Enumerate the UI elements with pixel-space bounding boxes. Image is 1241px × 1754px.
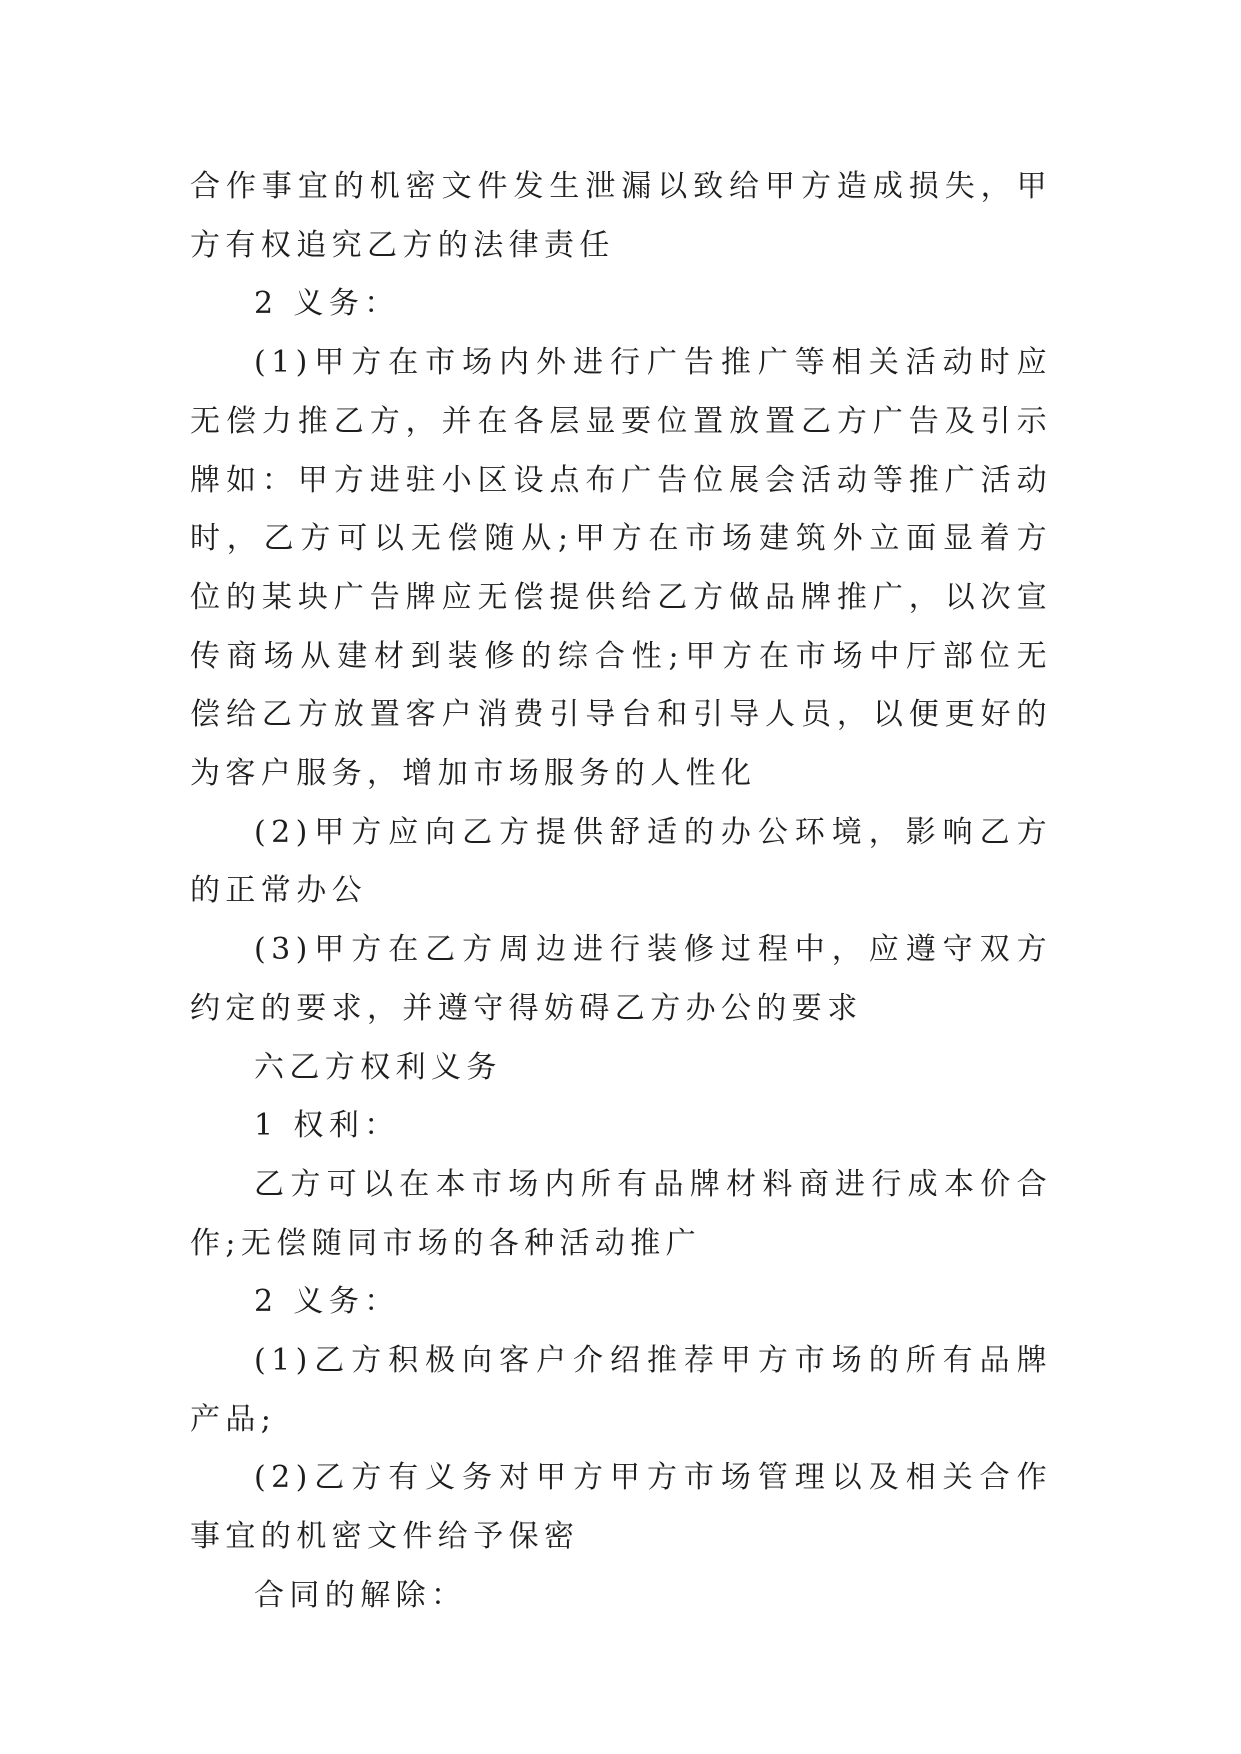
paragraph-confidentiality-continued: 合作事宜的机密文件发生泄漏以致给甲方造成损失，甲方有权追究乙方的法律责任: [190, 169, 1052, 263]
paragraph-party-a-obligation-1: (1)甲方在市场内外进行广告推广等相关活动时应无偿力推乙方，并在各层显要位置放置乙方广告及引示牌如：甲方进驻小区设点布广告位展会活动等推广活动时，乙方可以无偿随从;甲方在市场建筑外立面显着方位的某块广告牌应无偿提供给乙方做品牌推广，以次宣传商场从建材到装修的综合性;甲方在市场中厅部位无偿给乙方放置客户消费引导台和引导人员，以便更好的为客户服务，增加市场服务的人性化: [190, 345, 1052, 792]
heading-party-b-rights: 1 权利：: [254, 1108, 400, 1144]
paragraph-party-b-rights: 乙方可以在本市场内所有品牌材料商进行成本价合作;无偿随同市场的各种活动推广: [190, 1166, 1052, 1261]
paragraph-party-b-obligation-1: (1)乙方积极向客户介绍推荐甲方市场的所有品牌产品;: [190, 1343, 1052, 1437]
heading-party-b-obligations: 2 义务：: [254, 1284, 400, 1320]
paragraph-party-b-obligation-2: (2)乙方有义务对甲方甲方市场管理以及相关合作事宜的机密文件给予保密: [190, 1460, 1052, 1555]
section-title-party-b-rights-obligations: 六乙方权利义务: [254, 1049, 502, 1085]
heading-party-a-obligations: 2 义务：: [254, 286, 400, 322]
paragraph-party-a-obligation-2: (2)甲方应向乙方提供舒适的办公环境，影响乙方的正常办公: [190, 814, 1052, 909]
paragraph-party-a-obligation-3: (3)甲方在乙方周边进行装修过程中，应遵守双方约定的要求，并遵守得妨碍乙方办公的要求: [190, 932, 1052, 1026]
document-body: [190, 158, 1052, 1626]
heading-contract-termination: 合同的解除：: [254, 1577, 467, 1613]
